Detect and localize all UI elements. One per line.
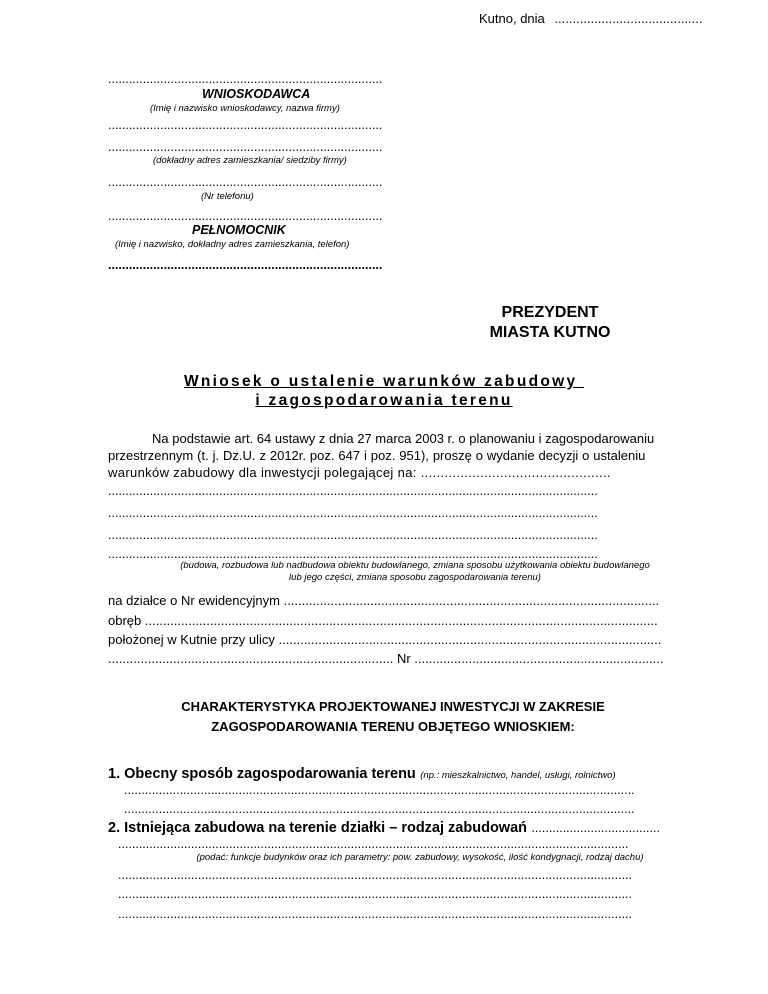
investment-hint-2: lub jego części, zmiana sposobu zagospodarowania terenu)	[289, 572, 541, 583]
addressee-line-2: MIASTA KUTNO	[489, 324, 611, 341]
proxy-title: PEŁNOMOCNIK	[192, 223, 286, 237]
item-2-field-1[interactable]: ....................................................................................................................................................	[118, 868, 632, 882]
item-1-hint: (np.: mieszkalnictwo, handel, usługi, rolnictwo)	[420, 770, 616, 781]
document-title	[0, 372, 768, 410]
intro-line-3: warunków zabudowy dla inwestycji polegającej na: ................................................	[108, 465, 611, 480]
item-2-label-field[interactable]: .....................................	[531, 821, 660, 835]
proxy-field-2[interactable]: ...............................................................................	[108, 258, 383, 272]
applicant-address-hint: (dokładny adres zamieszkania/ siedziby firmy)	[153, 155, 347, 166]
investment-line-4[interactable]: .............................................................................................................................................	[108, 547, 598, 561]
item-1-field-1[interactable]: ...................................................................................................................................................	[124, 783, 635, 797]
item-1-label: 1. Obecny sposób zagospodarowania terenu	[108, 766, 416, 782]
applicant-name-field[interactable]: ...............................................................................	[108, 72, 383, 86]
item-2-field-2[interactable]: ....................................................................................................................................................	[118, 887, 632, 901]
applicant-phone-hint: (Nr telefonu)	[201, 191, 254, 202]
precinct-field[interactable]: obręb ..............................................................................................................................................	[108, 613, 658, 628]
proxy-hint: (Imię i nazwisko, dokładny adres zamieszkania, telefon)	[115, 239, 350, 250]
document-title-line-1: Wniosek o ustalenie warunków zabudowy	[183, 373, 585, 390]
date-field[interactable]: .........................................	[554, 11, 703, 26]
investment-hint-1: (budowa, rozbudowa lub nadbudowa obiektu budowlanego, zmiana sposobu użytkowania obiektu budowlanego	[180, 560, 650, 571]
item-2-hint: (podać: funkcje budynków oraz ich parametry: pow. zabudowy, wysokość, ilość kondygnacji, rodzaj dachu)	[196, 852, 644, 863]
item-2-field-3[interactable]: ....................................................................................................................................................	[118, 907, 632, 921]
section-heading	[0, 697, 768, 737]
item-2-heading	[108, 819, 660, 837]
house-number-field[interactable]: ............................................................................... Nr .....................................................................	[108, 651, 664, 666]
item-1-field-2[interactable]: ...................................................................................................................................................	[124, 802, 635, 816]
applicant-address-field-2[interactable]: ...............................................................................	[108, 140, 383, 154]
item-2-label: 2. Istniejąca zabudowa na terenie działki – rodzaj zabudowań	[108, 820, 527, 836]
plot-number-field[interactable]: na działce o Nr ewidencyjnym ........................................................................................................	[108, 593, 660, 608]
document-title-line-2: i zagospodarowania terenu	[255, 392, 513, 409]
addressee-line-1: PREZYDENT	[501, 304, 599, 321]
investment-line-3[interactable]: .............................................................................................................................................	[108, 528, 598, 542]
investment-line-1[interactable]: .............................................................................................................................................	[108, 484, 598, 498]
addressee	[440, 303, 660, 343]
applicant-address-field-1[interactable]: ...............................................................................	[108, 118, 383, 132]
place-date	[479, 11, 703, 26]
place-date-label: Kutno, dnia	[479, 11, 545, 26]
proxy-field-1[interactable]: ...............................................................................	[108, 209, 383, 223]
street-field[interactable]: położonej w Kutnie przy ulicy ..........................................................................................................	[108, 632, 662, 647]
item-1-heading	[108, 765, 616, 783]
intro-line-2: przestrzennym (t. j. Dz.U. z 2012r. poz. 647 i poz. 951), proszę o wydanie decyzji o ustaleniu	[108, 448, 646, 463]
investment-line-2[interactable]: .............................................................................................................................................	[108, 506, 598, 520]
applicant-name-hint: (Imię i nazwisko wnioskodawcy, nazwa firmy)	[150, 103, 340, 114]
applicant-phone-field[interactable]: ...............................................................................	[108, 175, 383, 189]
section-heading-line-2: ZAGOSPODAROWANIA TERENU OBJĘTEGO WNIOSKIEM:	[211, 719, 575, 734]
intro-line-1: Na podstawie art. 64 ustawy z dnia 27 marca 2003 r. o planowaniu i zagospodarowaniu	[152, 431, 655, 446]
applicant-title: WNIOSKODAWCA	[202, 87, 311, 101]
section-heading-line-1: CHARAKTERYSTYKA PROJEKTOWANEJ INWESTYCJI W ZAKRESIE	[181, 699, 605, 714]
item-2-field-0[interactable]: ...................................................................................................................................................	[118, 837, 629, 851]
